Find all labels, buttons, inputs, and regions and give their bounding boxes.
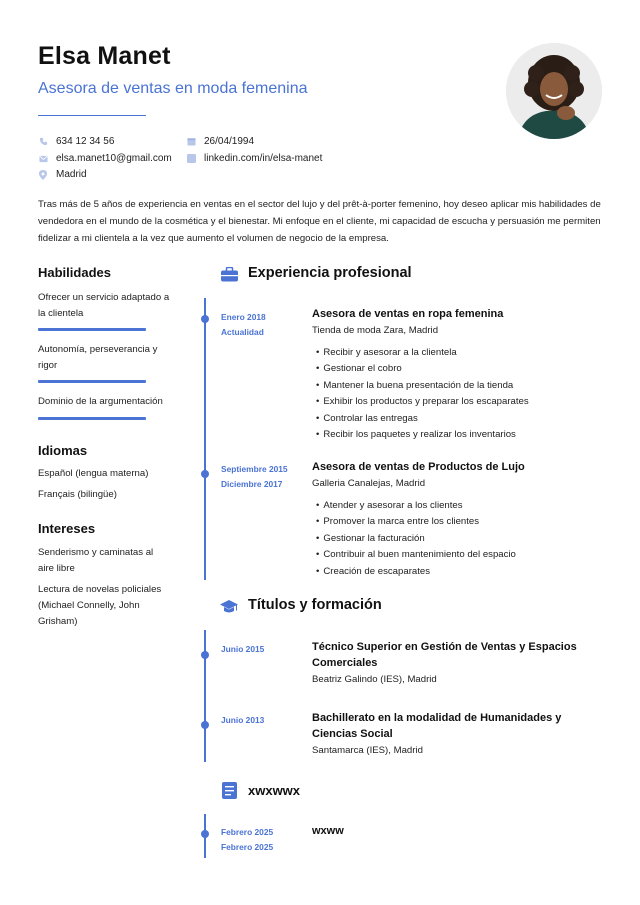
location-text: Madrid: [56, 169, 87, 180]
degree-title: Bachillerato en la modalidad de Humanidades y Ciencias Social: [312, 712, 562, 740]
skill-bar: [38, 380, 146, 383]
role-underline: [38, 115, 146, 116]
email-text[interactable]: elsa.manet10@gmail.com: [56, 153, 172, 164]
calendar-icon: [186, 137, 196, 147]
education-timeline: [204, 630, 206, 762]
degree-title: Técnico Superior en Gestión de Ventas y Espacios Comerciales: [312, 641, 577, 669]
task-item: • Controlar las entregas: [316, 411, 529, 427]
contact-birth: [186, 136, 254, 147]
linkedin-text[interactable]: linkedin.com/in/elsa-manet: [204, 153, 323, 164]
task-item: • Creación de escaparates: [316, 564, 516, 580]
linkedin-icon: [186, 154, 196, 164]
task-item: • Gestionar el cobro: [316, 361, 529, 377]
timeline-dot: [201, 470, 209, 478]
job-date: [221, 310, 307, 340]
skill-item: Autonomía, perseverancia y rigor: [38, 344, 158, 371]
skill-item: Dominio de la argumentación: [38, 396, 163, 407]
job-title: Asesora de ventas en ropa femenina: [312, 308, 504, 320]
degree-date: Junio 2013: [221, 715, 265, 725]
envelope-icon: [38, 154, 48, 164]
skills-heading: Habilidades: [38, 265, 111, 280]
profile-photo: [506, 43, 602, 139]
language-item: Français (bilingüe): [38, 489, 117, 500]
task-item: • Recibir los paquetes y realizar los inventarios: [316, 427, 529, 443]
experience-heading: Experiencia profesional: [248, 265, 412, 281]
task-item: • Atender y asesorar a los clientes: [316, 498, 516, 514]
candidate-role: Asesora de ventas en moda femenina: [38, 80, 308, 97]
document-list-icon: [220, 781, 238, 799]
job-date-start: Septiembre 2015: [221, 464, 288, 474]
contact-phone: [38, 136, 114, 147]
job-title: Asesora de ventas de Productos de Lujo: [312, 461, 525, 473]
map-pin-icon: [38, 170, 48, 180]
phone-icon: [38, 137, 48, 147]
skill-item: Ofrecer un servicio adaptado a la clientela: [38, 292, 170, 319]
birth-text: 26/04/1994: [204, 136, 255, 147]
job-date-end: Actualidad: [221, 327, 264, 337]
extra-date-end: Febrero 2025: [221, 842, 274, 852]
contact-location: [38, 169, 87, 180]
extra-date: [221, 825, 307, 855]
job-date-end: Diciembre 2017: [221, 479, 283, 489]
phone-text: 634 12 34 56: [56, 136, 115, 147]
extra-date-start: Febrero 2025: [221, 827, 274, 837]
timeline-dot: [201, 830, 209, 838]
job-date: [221, 462, 307, 492]
task-item: • Exhibir los productos y preparar los escaparates: [316, 394, 529, 410]
interests-heading: Intereses: [38, 521, 96, 536]
briefcase-icon: [220, 265, 238, 283]
languages-heading: Idiomas: [38, 443, 88, 458]
task-item: • Recibir y asesorar a la clientela: [316, 345, 529, 361]
degree-date: Junio 2015: [221, 644, 265, 654]
task-item: • Promover la marca entre los clientes: [316, 514, 516, 530]
job-tasks: [316, 345, 529, 443]
profile-summary: Tras más de 5 años de experiencia en ventas en el sector del lujo y del prêt-à-porter femenino, hoy deseo aplicar mis habilidades de vendedora en el mundo de la cosmética y el bienestar. Mi enfoque en el cliente, mi capacidad de escucha y persuasión me permiten fidelizar a mi clientela a la vez que aumento el volumen de negocio de la empresa.: [38, 199, 601, 244]
job-company: Tienda de moda Zara, Madrid: [312, 325, 439, 336]
language-item: Español (lengua materna): [38, 468, 149, 479]
extra-item: wxww: [312, 825, 344, 837]
task-item: • Contribuir al buen mantenimiento del espacio: [316, 547, 516, 563]
graduation-cap-icon: [220, 598, 238, 616]
skill-bar: [38, 328, 146, 331]
degree-school: Beatriz Galindo (IES), Madrid: [312, 674, 437, 685]
skill-bar: [38, 417, 146, 420]
task-item: • Mantener la buena presentación de la tienda: [316, 378, 529, 394]
interest-item: Lectura de novelas policiales (Michael Connelly, John Grisham): [38, 584, 162, 627]
timeline-dot: [201, 721, 209, 729]
contact-linkedin: [186, 153, 322, 164]
experience-timeline: [204, 298, 206, 580]
task-item: • Gestionar la facturación: [316, 531, 516, 547]
extra-heading: xwxwwx: [248, 783, 301, 798]
job-date-start: Enero 2018: [221, 312, 266, 322]
candidate-name: Elsa Manet: [38, 42, 171, 70]
job-company: Galleria Canalejas, Madrid: [312, 478, 426, 489]
education-heading: Títulos y formación: [248, 597, 382, 613]
job-tasks: [316, 498, 516, 580]
contact-email: [38, 153, 172, 164]
timeline-dot: [201, 651, 209, 659]
timeline-dot: [201, 315, 209, 323]
degree-school: Santamarca (IES), Madrid: [312, 745, 423, 756]
interest-item: Senderismo y caminatas al aire libre: [38, 547, 154, 574]
